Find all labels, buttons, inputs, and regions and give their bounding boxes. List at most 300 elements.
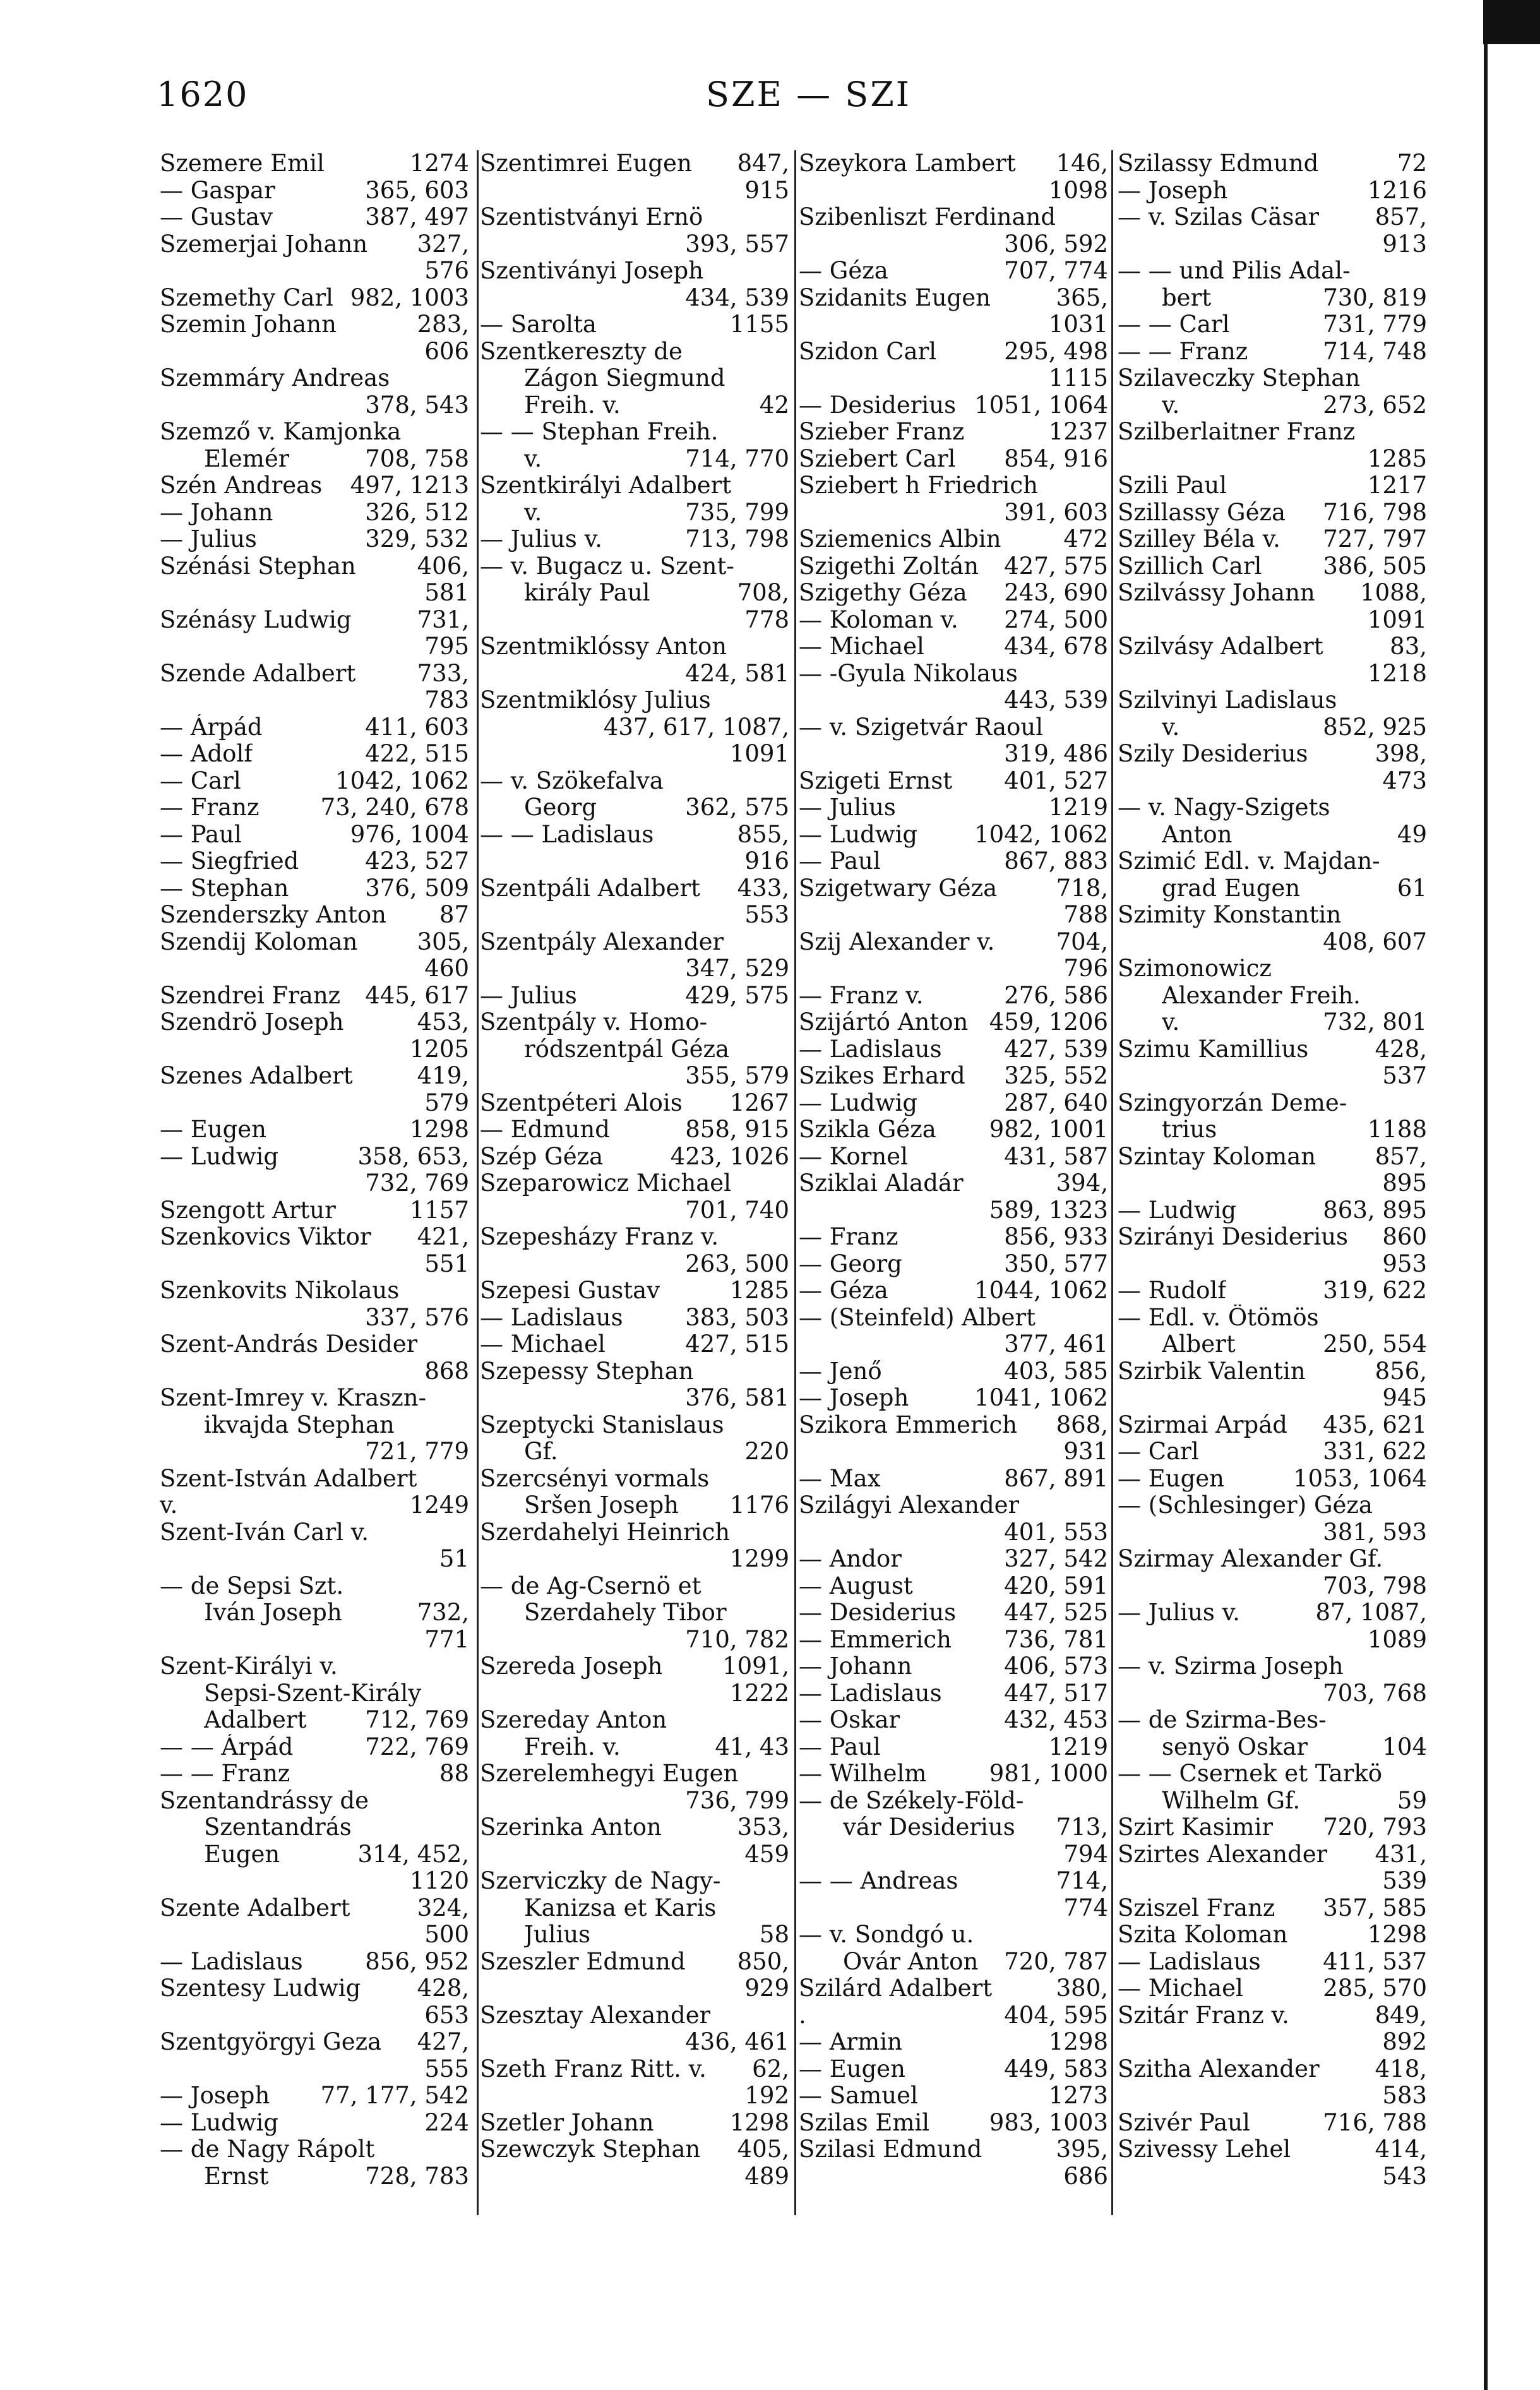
index-entry-line <box>799 1438 1108 1466</box>
entry-name: — Ladislaus <box>160 1948 303 1975</box>
entry-page-refs: 436, 461 <box>685 2028 789 2055</box>
entry-name: — — Stephan Freih. <box>480 419 719 445</box>
entry-name: — de Sepsi Szt. <box>160 1572 344 1599</box>
index-entry-line <box>799 929 1108 956</box>
entry-name: Szenderszky Anton <box>160 902 386 928</box>
entry-name: — v. Sondgó u. <box>799 1921 974 1948</box>
index-entry-line <box>160 1466 469 1493</box>
entry-page-refs: 427, 575 <box>1004 552 1108 580</box>
entry-name: Szieber Franz <box>799 419 965 445</box>
entry-page-refs: 403, 585 <box>1004 1357 1108 1385</box>
index-entry-line <box>1118 1009 1427 1036</box>
index-entry-line <box>799 392 1108 419</box>
entry-name: Szilvássy Johann <box>1118 580 1315 606</box>
index-entry-line <box>1118 1305 1427 1332</box>
entry-page-refs: 945 <box>1382 1384 1427 1411</box>
index-entry-line <box>480 1519 789 1546</box>
index-entry-line <box>480 822 789 849</box>
entry-page-refs: 1115 <box>1048 364 1108 391</box>
index-entry-line <box>799 1707 1108 1734</box>
entry-page-refs: 88 <box>439 1760 469 1787</box>
entry-page-refs: 732, 769 <box>365 1169 469 1197</box>
entry-page-refs: 423, 527 <box>365 847 469 875</box>
entry-page-refs: 794 <box>1063 1840 1108 1868</box>
entry-page-refs: 411, 537 <box>1323 1947 1427 1975</box>
index-entry-line <box>1118 1680 1427 1707</box>
entry-page-refs: 1298 <box>729 2108 789 2136</box>
index-entry-line <box>160 768 469 795</box>
entry-page-refs: 1091 <box>1367 606 1427 633</box>
entry-name: Iván Joseph <box>204 1599 342 1626</box>
entry-page-refs: 432, 453 <box>1004 1706 1108 1733</box>
entry-name: Szenkovics Viktor <box>160 1224 371 1250</box>
entry-name: — v. Szirma Joseph <box>1118 1653 1344 1680</box>
index-entry-line <box>480 580 789 607</box>
entry-page-refs: 555 <box>424 2055 469 2082</box>
entry-page-refs: 589, 1323 <box>989 1196 1108 1224</box>
entry-name: v. <box>1162 1009 1180 1036</box>
entry-name: Szillassy Géza <box>1118 499 1286 526</box>
entry-name: — Joseph <box>799 1385 909 1411</box>
entry-page-refs: 365, 603 <box>365 176 469 204</box>
index-entry-line <box>160 1251 469 1278</box>
entry-name: — Samuel <box>799 2082 918 2109</box>
entry-name: v. <box>1162 714 1180 741</box>
entry-name: Szendij Koloman <box>160 928 358 955</box>
entry-name: — Franz v. <box>799 982 924 1009</box>
index-entry-line <box>160 955 469 983</box>
entry-page-refs: 788 <box>1063 901 1108 928</box>
index-entry-line <box>160 177 469 205</box>
entry-name: Szigeti Ernst <box>799 767 953 794</box>
entry-page-refs: 703, 768 <box>1323 1679 1427 1707</box>
index-entry-line <box>799 338 1108 366</box>
index-entry-line <box>480 1734 789 1761</box>
entry-name: Szintay Koloman <box>1118 1143 1316 1170</box>
index-entry-line <box>160 1707 469 1734</box>
entry-name: Szentkirályi Adalbert <box>480 472 732 499</box>
entry-page-refs: 731, <box>417 606 469 633</box>
index-entry-line <box>799 1009 1108 1036</box>
entry-page-refs: 77, 177, 542 <box>320 2082 469 2109</box>
entry-page-refs: 981, 1000 <box>989 1760 1108 1787</box>
index-entry-line <box>480 1224 789 1251</box>
index-entry-line <box>160 1868 469 1895</box>
index-entry-line <box>480 526 789 553</box>
entry-name: Freih. v. <box>524 391 621 419</box>
entry-page-refs: 583 <box>1382 2082 1427 2109</box>
entry-page-refs: 83, <box>1390 633 1427 660</box>
index-entry-line <box>480 2002 789 2029</box>
index-entry-line <box>480 848 789 875</box>
entry-page-refs: 857, <box>1375 203 1427 230</box>
index-entry-line <box>480 955 789 983</box>
entry-name: — Wilhelm <box>799 1760 927 1787</box>
entry-name: ródszentpál Géza <box>524 1036 730 1063</box>
index-entry-line <box>480 338 789 366</box>
index-entry-line <box>160 1627 469 1654</box>
entry-name: Szénási Stephan <box>160 553 356 580</box>
entry-page-refs: 720, 793 <box>1323 1813 1427 1841</box>
entry-name: Szép Géza <box>480 1143 604 1170</box>
entry-name: Szikes Erhard <box>799 1063 965 1089</box>
entry-page-refs: 434, 539 <box>685 284 789 311</box>
index-entry-line <box>799 1599 1108 1627</box>
index-entry-line <box>799 633 1108 660</box>
index-entry-line <box>480 1707 789 1734</box>
entry-name: Ernst <box>204 2163 269 2190</box>
index-entry-line <box>799 553 1108 580</box>
entry-page-refs: 405, <box>737 2136 789 2163</box>
index-entry-line <box>799 983 1108 1010</box>
entry-name: — — Árpád <box>160 1733 294 1760</box>
entry-page-refs: 58 <box>759 1921 789 1948</box>
entry-page-refs: 868 <box>424 1357 469 1385</box>
entry-name: Szerdahelyi Heinrich <box>480 1519 731 1546</box>
index-entry-line <box>1118 580 1427 607</box>
index-entry-line <box>480 1063 789 1090</box>
entry-name: — Michael <box>799 633 924 660</box>
entry-name: Szidon Carl <box>799 338 937 365</box>
entry-page-refs: 500 <box>424 1921 469 1948</box>
entry-name: Szent-Iván Carl v. <box>160 1519 369 1546</box>
entry-name: Szesztay Alexander <box>480 2002 711 2029</box>
entry-page-refs: 732, <box>417 1599 469 1626</box>
index-entry-line <box>799 660 1108 688</box>
index-entry-line <box>1118 768 1427 795</box>
entry-name: — Ludwig <box>799 821 918 848</box>
entry-name: Szentgyörgyi Geza <box>160 2029 382 2055</box>
index-entry-line <box>480 1653 789 1680</box>
entry-name: — Johann <box>799 1653 912 1680</box>
entry-page-refs: 445, 617 <box>365 981 469 1009</box>
entry-page-refs: 953 <box>1382 1250 1427 1277</box>
entry-page-refs: 856, <box>1375 1357 1427 1385</box>
entry-name: Szitha Alexander <box>1118 2055 1320 2082</box>
entry-page-refs: 1205 <box>409 1035 469 1063</box>
index-entry-line <box>160 875 469 902</box>
index-entry-line <box>160 1412 469 1439</box>
entry-page-refs: 358, 653, <box>357 1142 469 1170</box>
entry-page-refs: 421, <box>417 1223 469 1250</box>
index-entry-line <box>1118 1573 1427 1600</box>
index-entry-line <box>1118 419 1427 446</box>
entry-name: Szivér Paul <box>1118 2109 1250 2136</box>
entry-page-refs: 220 <box>744 1438 789 1465</box>
entry-name: — de Székely-Föld- <box>799 1787 1024 1814</box>
entry-page-refs: 722, 769 <box>365 1733 469 1760</box>
index-entry-line <box>160 1680 469 1707</box>
entry-name: Szentiványi Joseph <box>480 258 704 284</box>
index-entry-line <box>1118 955 1427 983</box>
index-entry-line <box>1118 526 1427 553</box>
entry-page-refs: 459 <box>744 1840 789 1868</box>
entry-name: Szentpáli Adalbert <box>480 875 701 902</box>
entry-name: Szilaveczky Stephan <box>1118 365 1361 391</box>
index-entry-line <box>480 392 789 419</box>
index-entry-line <box>480 1358 789 1385</box>
entry-page-refs: 708, 758 <box>365 445 469 472</box>
entry-name: — Max <box>799 1465 881 1492</box>
entry-page-refs: 847, <box>737 150 789 177</box>
index-entry-line <box>1118 472 1427 499</box>
entry-page-refs: 716, 788 <box>1323 2108 1427 2136</box>
index-entry-line <box>799 1546 1108 1573</box>
entry-page-refs: 1285 <box>1367 445 1427 472</box>
index-entry-line <box>1118 553 1427 580</box>
entry-name: — Eugen <box>160 1116 267 1143</box>
entry-page-refs: 1217 <box>1367 472 1427 499</box>
entry-name: Georg <box>524 794 597 821</box>
index-entry-line <box>1118 1224 1427 1251</box>
entry-page-refs: 858, 915 <box>685 1116 789 1143</box>
index-entry-line <box>1118 446 1427 473</box>
index-entry-line <box>799 285 1108 312</box>
index-entry-line <box>799 607 1108 634</box>
index-entry-line <box>1118 1788 1427 1815</box>
entry-name: — Ludwig <box>1118 1197 1237 1224</box>
index-entry-line <box>160 1546 469 1573</box>
entry-page-refs: 704, <box>1056 928 1108 955</box>
index-entry-line <box>480 1331 789 1358</box>
entry-name: v. <box>524 499 542 526</box>
index-entry-line <box>480 499 789 527</box>
entry-name: Szillich Carl <box>1118 553 1262 580</box>
entry-name: Szepessy Stephan <box>480 1358 694 1385</box>
page-header <box>0 75 1465 125</box>
entry-page-refs: 418, <box>1375 2055 1427 2082</box>
index-entry-line <box>1118 1197 1427 1224</box>
entry-page-refs: 710, 782 <box>685 1625 789 1653</box>
entry-page-refs: 1041, 1062 <box>974 1384 1108 1411</box>
index-entry-line <box>799 580 1108 607</box>
entry-name: — Sarolta <box>480 311 597 338</box>
entry-name: Szirmai Arpád <box>1118 1411 1287 1438</box>
index-entry-line <box>480 553 789 580</box>
entry-name: Sziemenics Albin <box>799 526 1001 553</box>
index-entry-line <box>1118 741 1427 768</box>
entry-name: — — Csernek et Tarkö <box>1118 1760 1383 1787</box>
entry-name: — Eugen <box>799 2055 906 2082</box>
entry-name: Julius <box>524 1921 591 1948</box>
entry-name: — de Ag-Csernö et <box>480 1572 701 1599</box>
entry-name: Szilágyi Alexander <box>799 1492 1020 1519</box>
entry-name: Szeptycki Stanislaus <box>480 1411 724 1438</box>
entry-page-refs: 1176 <box>729 1491 789 1519</box>
entry-page-refs: 401, 527 <box>1004 767 1108 794</box>
entry-page-refs: 931 <box>1063 1438 1108 1465</box>
entry-page-refs: 735, 799 <box>685 498 789 526</box>
index-entry-line <box>799 1814 1108 1841</box>
index-entry-line <box>480 1599 789 1627</box>
entry-page-refs: 489 <box>744 2162 789 2190</box>
entry-page-refs: 383, 503 <box>685 1303 789 1331</box>
entry-page-refs: 327, <box>417 230 469 258</box>
index-entry-line <box>480 741 789 768</box>
index-entry-line <box>160 2110 469 2137</box>
entry-name: Szent-Királyi v. <box>160 1653 338 1680</box>
entry-page-refs: 686 <box>1063 2162 1108 2190</box>
entry-name: — v. Szökefalva <box>480 767 664 794</box>
entry-name: Szereday Anton <box>480 1707 667 1733</box>
entry-name: — Desiderius <box>799 1599 957 1626</box>
entry-name: . <box>799 2002 806 2029</box>
entry-page-refs: 326, 512 <box>365 498 469 526</box>
index-entry-line <box>1118 902 1427 929</box>
index-entry-line <box>160 1438 469 1466</box>
entry-page-refs: 708, <box>737 579 789 606</box>
entry-page-refs: 1042, 1062 <box>974 820 1108 848</box>
index-entry-line <box>480 1975 789 2002</box>
index-entry-line <box>799 1841 1108 1868</box>
index-entry-line <box>160 741 469 768</box>
entry-name: — Julius v. <box>480 526 602 553</box>
index-entry-line <box>160 580 469 607</box>
entry-page-refs: 982, 1001 <box>989 1116 1108 1143</box>
index-entry-line <box>480 1090 789 1117</box>
index-entry-line <box>160 150 469 177</box>
entry-page-refs: 1044, 1062 <box>974 1277 1108 1304</box>
index-entry-line <box>480 1438 789 1466</box>
entry-name: Szén Andreas <box>160 472 323 499</box>
index-entry-line <box>160 848 469 875</box>
index-entry-line <box>1118 365 1427 392</box>
entry-page-refs: 1222 <box>729 1679 789 1707</box>
entry-name: Szepesi Gustav <box>480 1277 660 1304</box>
entry-page-refs: 1298 <box>409 1116 469 1143</box>
entry-name: v. <box>524 445 542 472</box>
entry-page-refs: 406, 573 <box>1004 1652 1108 1680</box>
index-entry-line <box>799 822 1108 849</box>
entry-page-refs: 324, <box>417 1894 469 1921</box>
index-entry-line <box>799 2110 1108 2137</box>
entry-page-refs: 355, 579 <box>685 1062 789 1089</box>
index-entry-line <box>1118 714 1427 741</box>
entry-page-refs: 192 <box>744 2082 789 2109</box>
index-entry-line <box>160 660 469 688</box>
index-entry-line <box>480 902 789 929</box>
index-entry-line <box>160 1305 469 1332</box>
index-entry-line <box>1118 338 1427 366</box>
index-entry-line <box>480 1466 789 1493</box>
index-entry-line <box>160 2136 469 2163</box>
entry-page-refs: 406, <box>417 552 469 580</box>
index-entry-line <box>799 499 1108 527</box>
entry-name: Szimu Kamillius <box>1118 1036 1309 1063</box>
index-entry-line <box>480 2110 789 2137</box>
index-entry-line <box>480 1492 789 1519</box>
entry-name: vár Desiderius <box>843 1814 1015 1841</box>
entry-name: Gf. <box>524 1438 558 1465</box>
index-entry-line <box>799 1036 1108 1063</box>
index-entry-line <box>799 955 1108 983</box>
index-entry-line <box>1118 2082 1427 2110</box>
index-entry-line <box>160 258 469 285</box>
entry-page-refs: 62, <box>752 2055 789 2082</box>
index-entry-line <box>1118 633 1427 660</box>
entry-page-refs: 337, 576 <box>365 1303 469 1331</box>
index-entry-line <box>799 1573 1108 1600</box>
entry-name: Szibenliszt Ferdinand <box>799 204 1056 230</box>
entry-name: Szili Paul <box>1118 472 1227 499</box>
index-entry-line <box>160 1197 469 1224</box>
index-entry-line <box>799 1224 1108 1251</box>
entry-name: — v. Bugacz u. Szent- <box>480 553 734 580</box>
index-entry-line <box>160 419 469 446</box>
entry-page-refs: 394, <box>1056 1169 1108 1197</box>
entry-page-refs: 551 <box>424 1250 469 1277</box>
entry-name: Szente Adalbert <box>160 1894 350 1921</box>
entry-name: Sepsi-Szent-Király <box>204 1680 422 1707</box>
index-entry-line <box>799 472 1108 499</box>
index-entry-line <box>799 231 1108 258</box>
entry-page-refs: 1298 <box>1048 2028 1108 2055</box>
entry-page-refs: 1249 <box>409 1491 469 1519</box>
entry-name: Szirmay Alexander Gf. <box>1118 1546 1383 1572</box>
entry-name: grad Eugen <box>1162 875 1301 902</box>
entry-name: — Géza <box>799 258 888 284</box>
entry-page-refs: 459, 1206 <box>989 1008 1108 1036</box>
index-entry-line <box>480 768 789 795</box>
entry-page-refs: 653 <box>424 2001 469 2029</box>
entry-page-refs: 1285 <box>729 1277 789 1304</box>
entry-name: — Ludwig <box>160 1143 279 1170</box>
entry-page-refs: 391, 603 <box>1004 498 1108 526</box>
entry-page-refs: 424, 581 <box>685 659 789 687</box>
index-entry-line <box>1118 983 1427 1010</box>
index-entry-line <box>1118 1760 1427 1788</box>
entry-page-refs: 774 <box>1063 1894 1108 1921</box>
index-entry-line <box>160 1760 469 1788</box>
index-column-4 <box>1118 150 1427 2190</box>
entry-page-refs: 728, 783 <box>365 2162 469 2190</box>
entry-name: Szij Alexander v. <box>799 928 995 955</box>
entry-page-refs: 856, 933 <box>1004 1223 1108 1250</box>
entry-name: — Ludwig <box>160 2109 279 2136</box>
entry-name: Szilley Béla v. <box>1118 526 1280 553</box>
index-entry-line <box>480 1251 789 1278</box>
index-entry-line <box>480 204 789 231</box>
entry-name: — Gaspar <box>160 177 275 204</box>
index-entry-line <box>160 1895 469 1922</box>
entry-page-refs: 274, 500 <box>1004 606 1108 633</box>
entry-page-refs: 976, 1004 <box>350 820 469 848</box>
entry-name: — Andor <box>799 1546 902 1572</box>
page-edge-line <box>1484 0 1488 2390</box>
entry-name: — Julius <box>799 794 896 821</box>
index-entry-line <box>799 741 1108 768</box>
index-entry-line <box>480 2136 789 2163</box>
index-entry-line <box>160 1331 469 1358</box>
entry-name: — Paul <box>799 848 881 875</box>
index-entry-line <box>1118 1385 1427 1412</box>
entry-page-refs: 713, 798 <box>685 525 789 553</box>
entry-page-refs: 1219 <box>1048 794 1108 821</box>
entry-name: — v. Szilas Cäsar <box>1118 204 1320 230</box>
entry-page-refs: 868, <box>1056 1411 1108 1438</box>
entry-page-refs: 350, 577 <box>1004 1250 1108 1277</box>
entry-page-refs: 428, <box>1375 1035 1427 1063</box>
index-entry-line <box>160 1116 469 1144</box>
index-entry-line <box>799 1895 1108 1922</box>
index-entry-line <box>480 875 789 902</box>
entry-page-refs: 1299 <box>729 1545 789 1572</box>
entry-page-refs: 714, 770 <box>685 445 789 472</box>
index-entry-line <box>480 1760 789 1788</box>
entry-page-refs: 1098 <box>1048 176 1108 204</box>
index-entry-line <box>799 2163 1108 2190</box>
index-entry-line <box>480 1627 789 1654</box>
